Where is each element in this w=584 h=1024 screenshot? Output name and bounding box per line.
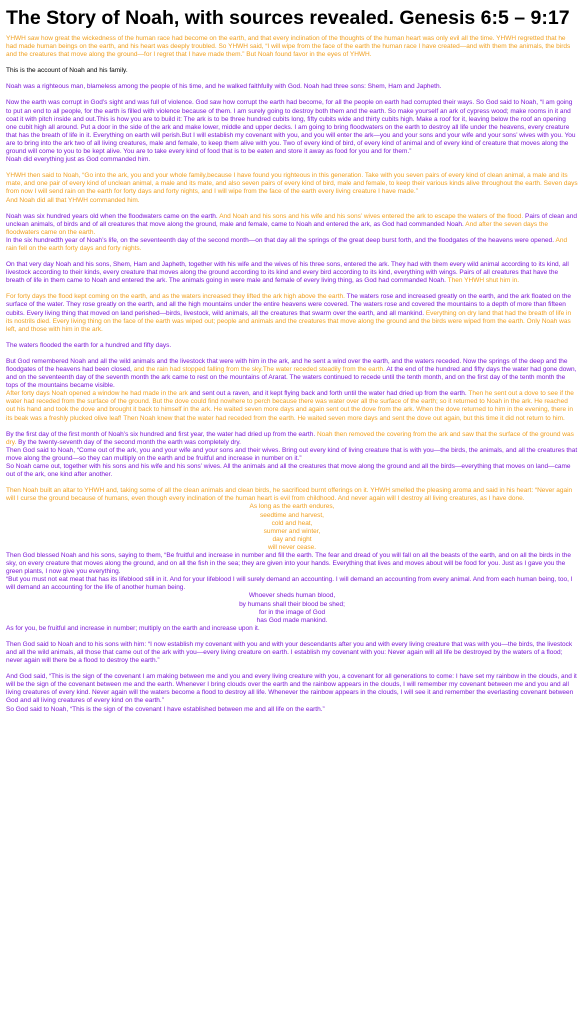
text-segment: And after the seven days the floodwaters came on the earth. xyxy=(6,220,548,236)
poem-block xyxy=(6,503,578,552)
text-segment: Noah was a righteous man, blameless among the people of his time, and he walked faithfully with God. Noah had three sons: Shem, Ham and Japheth. xyxy=(6,83,442,91)
text-segment: For forty days the flood kept coming on the earth, and as the waters increased they lifted the ark high above the earth. xyxy=(6,293,347,301)
text-segment: This is the account of Noah and his family. xyxy=(6,67,128,75)
text-segment: Everything on dry land that had the breath of life in its nostrils died. Every living thing on the face of the earth was wiped out; people and animals and the creatures that move along the ground and the birds were wiped from the earth. Only Noah was left, and those with him in the ark. xyxy=(6,309,572,333)
text-segment: Then YHWH shut him in. xyxy=(447,277,520,285)
paragraph xyxy=(6,35,578,59)
paragraph xyxy=(6,342,578,350)
text-segment: So Noah came out, together with his sons and his wife and his sons’ wives. All the animals and all the creatures that move along the ground and all the birds—everything that moves on land—came out of the ark, one kind after another. xyxy=(6,463,571,479)
text-segment: The waters flooded the earth for a hundred and fifty days. xyxy=(6,341,172,349)
paragraph xyxy=(6,261,578,285)
poem-line: will never cease. xyxy=(267,543,317,551)
poem-line: day and night xyxy=(272,535,312,543)
text-segment: And God said, “This is the sign of the covenant I am making between me and you and every living creature with you, a covenant for all generations to come: I have set my rainbow in the clouds, and it will be the sign of the covenant between me and the earth. Whenever I bring clouds over the earth and the rainbow appears in the clouds, I will remember my covenant between me and you and all living creatures of every kind. Never again will the waters become a flood to destroy all life. Whenever the rainbow appears in the clouds, I will see it and remember the everlasting covenant between God and all living creatures of every kind on the earth.” xyxy=(6,673,577,705)
poem-line: Whoever sheds human blood, xyxy=(248,592,336,600)
text-segment: Then God said to Noah and to his sons with him: “I now establish my covenant with you and with your descendants after you and with every living creature that was with you—the birds, the livestock and all the wild animals, all those that came out of the ark with you—every living creature on earth. I establish my covenant with you: Never again will all life be destroyed by the waters of a flood; never again will there be a flood to destroy the earth.” xyxy=(6,640,573,665)
text-segment: And Noah and his sons and his wife and his sons’ wives entered the ark to escape the waters of the flood. xyxy=(219,212,525,220)
paragraph xyxy=(6,213,578,253)
text-segment: Then Noah built an altar to YHWH and, taking some of all the clean animals and clean birds, he sacrificed burnt offerings on it. YHWH smelled the pleasing aroma and said in his heart: “Never again will I curse the ground because of humans, even though every inclination of the human heart is evil from childhood. And never again will I destroy all living creatures, as I have done. xyxy=(6,487,573,503)
text-segment: So God said to Noah, “This is the sign of the covenant I have established between me and all life on the earth.” xyxy=(6,705,325,713)
text-segment: Pairs of clean and unclean animals, of birds and of all creatures that move along the ground, male and female, came to Noah and entered the ark, as God had commanded Noah. xyxy=(6,212,578,228)
text-segment: and the rain had stopped falling from the sky.The water receded steadily from the earth. xyxy=(133,366,387,373)
paragraph xyxy=(6,673,578,713)
paragraph xyxy=(6,83,578,91)
text-segment: YHWH saw how great the wickedness of the human race had become on the earth, and that every inclination of the thoughts of the human heart was only evil all the time. YHWH regretted that he had made human beings on the earth, and his heart was deeply troubled. So YHWH said, “I will wipe from the face of the earth the human race I have created—and with them the animals, the birds and the creatures that move along the ground—for I regret that I have made them.” But Noah found favor in the eyes of YHWH. xyxy=(6,35,571,59)
text-segment: At the end of the hundred and fifty days the water had gone down, and on the seventeenth day of the seventh month the ark came to rest on the mountains of Ararat. The waters continued to recede until the tenth month, and on the first day of the tenth month the tops of the mountains became visible. xyxy=(6,366,577,390)
poem-line: for in the image of God xyxy=(258,608,326,616)
poem-line: cold and heat, xyxy=(271,519,313,527)
paragraph xyxy=(6,487,578,503)
poem-line: As long as the earth endures, xyxy=(249,503,335,511)
poem-line: seedtime and harvest, xyxy=(260,511,324,519)
poem-line: summer and winter, xyxy=(263,527,321,535)
paragraph xyxy=(6,641,578,665)
text-segment: In the six hundredth year of Noah’s life, on the seventeenth day of the second month—on that day all the springs of the great deep burst forth, and the floodgates of the heavens were opened. xyxy=(6,236,556,244)
text-segment: And Noah did all that YHWH commanded him. xyxy=(6,196,140,204)
text-segment: And rain fell on the earth forty days and forty nights. xyxy=(6,236,568,252)
text-segment: Then God said to Noah, “Come out of the ark, you and your wife and your sons and their wives. Bring out every kind of living creature that is with you—the birds, the animals, and all the creatures that move along the ground—so they can multiply on the earth and be fruitful and increase in number on it.” xyxy=(6,446,578,462)
paragraph xyxy=(6,358,578,423)
text-segment: Noah was six hundred years old when the floodwaters came on the earth. xyxy=(6,212,220,220)
text-segment: As for you, be fruitful and increase in number; multiply on the earth and increase upon it. xyxy=(6,624,260,632)
text-segment: Then God blessed Noah and his sons, saying to them, “Be fruitful and increase in number and fill the earth. The fear and dread of you will fall on all the beasts of the earth, and on all the birds in the sky, on every creature that moves along the ground, and on all the fish in the sea; they are given into your hands. Everything that lives and moves about will be food for you. Just as I gave you the green plants, I now give you everything. xyxy=(6,551,571,576)
paragraph xyxy=(6,431,578,480)
document-body xyxy=(6,35,578,714)
text-segment: After forty days Noah opened a window he had made in the ark xyxy=(6,390,190,398)
paragraph xyxy=(6,67,578,75)
text-segment: By the first day of the first month of Noah’s six hundred and first year, the water had dried up from the earth. xyxy=(6,430,317,438)
poem-line: has God made mankind. xyxy=(256,616,328,624)
paragraph xyxy=(6,552,578,592)
paragraph xyxy=(6,293,578,333)
text-segment: On that very day Noah and his sons, Shem, Ham and Japheth, together with his wife and the wives of his three sons, entered the ark. They had with them every wild animal according to its kind, all livestock according to their kinds, every creature that moves along the ground according to its kind and every bird according to its kind, everything with wings. Pairs of all creatures that have the breath of life in them came to Noah and entered the ark. The animals going in were male and female of every living thing, as God had commanded Noah. xyxy=(6,261,569,285)
poem-line: by humans shall their blood be shed; xyxy=(239,600,345,608)
text-segment: The waters rose and increased greatly on the earth, and the ark floated on the surface of the water. They rose greatly on the earth, and all the high mountains under the entire heavens were covered. The waters rose and covered the mountains to a depth of more than fifteen cubits. Every living thing that moved on land perished—birds, livestock, wild animals, all the creatures that swarm over the earth, and all mankind. xyxy=(6,293,571,317)
text-segment: By the twenty-seventh day of the second month the earth was completely dry. xyxy=(18,438,241,446)
paragraph xyxy=(6,625,578,633)
page-title: The Story of Noah, with sources revealed. Genesis 6:5 – 9:17 xyxy=(6,7,570,29)
paragraph xyxy=(6,99,578,164)
text-segment: Now the earth was corrupt in God’s sight and was full of violence. God saw how corrupt the earth had become, for all the people on earth had corrupted their ways. So God said to Noah, “I am going to put an end to all people, for the earth is filled with violence because of them. I am surely going to destroy both them and the earth. So make yourself an ark of cypress wood; make rooms in it and coat it with pitch inside and out.This is how you are to build it: The ark is to be three hundred cubits long, fifty cubits wide and thirty cubits high. Make a roof for it, leaving below the roof an opening one cubit high all around. Put a door in the side of the ark and make lower, middle and upper decks. I am going to bring floodwaters on the earth to destroy all life under the heavens, every creature that has the breath of life in it. Everything on earth will perish.But I will establish my covenant with you, and you will enter the ark—you and your sons and your wife and your sons’ wives with you. You are to bring into the ark two of all living creatures, male and female, to keep them alive with you. Two of every kind of bird, of every kind of animal and of every kind of creature that moves along the ground will come to you to be kept alive. You are to take every kind of food that is to be eaten and store it away as food for you and for them.” xyxy=(6,99,576,156)
poem-block xyxy=(6,592,578,624)
text-segment: and sent out a raven, and it kept flying back and forth until the water had dried up from the earth. xyxy=(189,390,469,398)
text-segment: YHWH then said to Noah, “Go into the ark, you and your whole family,because I have found you righteous in this generation. Take with you seven pairs of every kind of clean animal, a male and its mate, and one pair of every kind of unclean animal, a male and its mate, and also seven pairs of every kind of bird, male and female, to keep their various kinds alive throughout the earth. Seven days from now I will send rain on the earth for forty days and forty nights, and I will wipe from the face of the earth every living creature I have made.” xyxy=(6,172,578,196)
text-segment: Noah then removed the covering from the ark and saw that the surface of the ground was dry. xyxy=(6,430,574,446)
text-segment: Noah did everything just as God commanded him. xyxy=(6,156,151,164)
text-segment: Then he sent out a dove to see if the water had receded from the surface of the ground. But the dove could find nowhere to perch because there was water over all the surface of the earth; so it returned to Noah in the ark. He reached out his hand and took the dove and brought it back to himself in the ark. He waited seven more days and again sent out the dove from the ark. When the dove returned to him in the evening, there in its beak was a freshly plucked olive leaf! Then Noah knew that the water had receded from the earth. He waited seven more days and sent the dove out again, but this time it did not return to him. xyxy=(6,390,574,422)
text-segment: “But you must not eat meat that has its lifeblood still in it. And for your lifeblood I will surely demand an accounting. I will demand an accounting from every animal. And from each human being, too, I will demand an accounting for the life of another human being. xyxy=(6,576,573,592)
text-segment: But God remembered Noah and all the wild animals and the livestock that were with him in the ark, and he sent a wind over the earth, and the waters receded. Now the springs of the deep and the floodgates of the heavens had been closed, xyxy=(6,357,568,373)
paragraph xyxy=(6,172,578,204)
